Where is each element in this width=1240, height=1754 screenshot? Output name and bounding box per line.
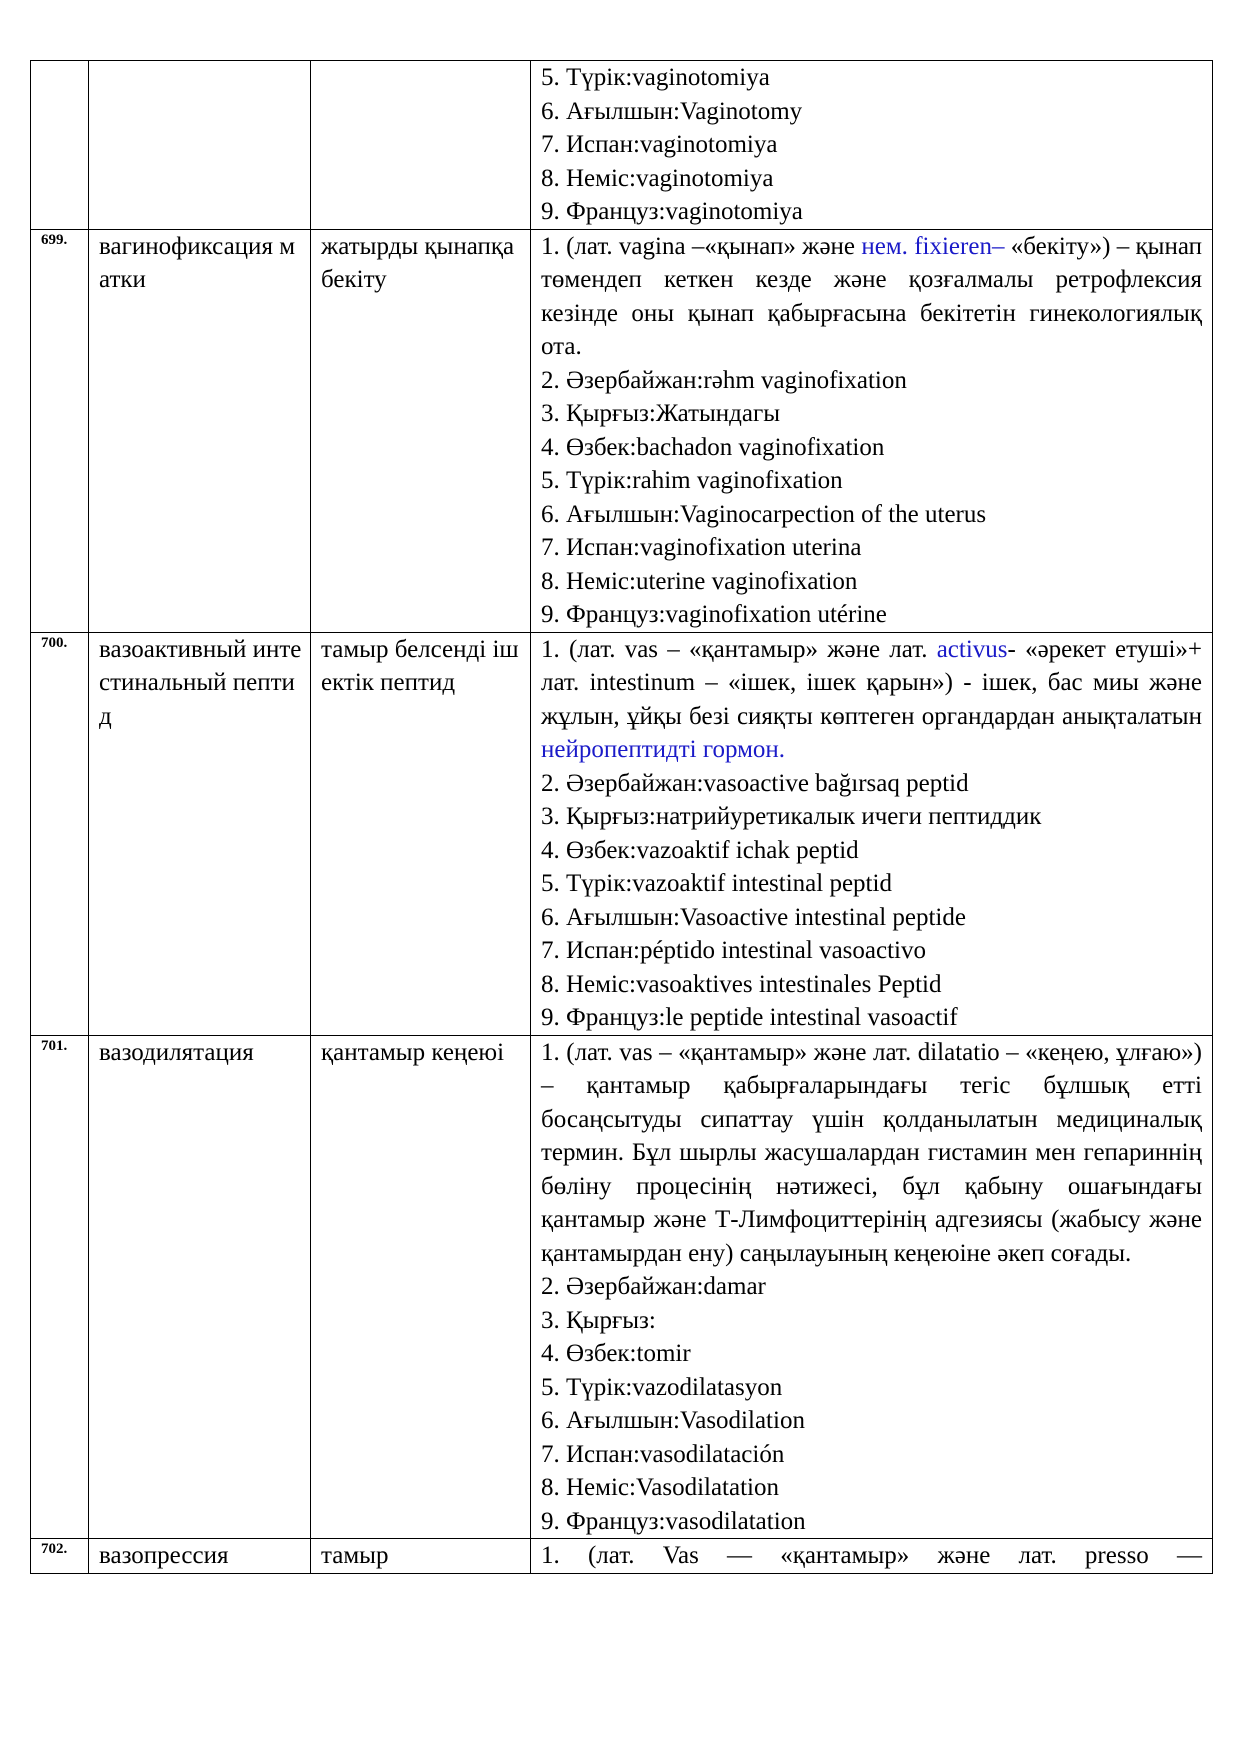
- definition-text: 1. (лат. vas – «қантамыр» және лат. dilatatio – «кеңею, ұлғаю») – қантамыр қабырғаларындағы тегіс бұлшық етті босаңсытуды сипаттау үшін қолданылатын медициналық термин. Бұл шырлы жасушалардан гистамин мен гепариннің бөліну процесінің нәтижесі, бұл қабыну ошағындағы қантамыр және Т-Лимфоциттерінің адгезиясы (жабысу және қантамырдан ену) саңылауының кеңеюіне әкеп соғады.: [541, 1038, 1202, 1267]
- translation-line: 8. Неміс:vaginotomiya: [541, 164, 774, 192]
- translation-line: 9. Француз:le peptide intestinal vasoactif: [541, 1004, 958, 1031]
- translation-line: 6. Ағылшын:Vasodilation: [541, 1407, 805, 1434]
- translation-line: 6. Ағылшын:Vaginotomy: [541, 97, 803, 125]
- translation-line: 9. Француз:vaginotomiya: [541, 198, 803, 225]
- translation-line: 5. Түрік:vazoaktif intestinal peptid: [541, 870, 892, 897]
- translation-line: 8. Неміс:vasoaktives intestinales Peptid: [541, 970, 942, 998]
- translation-line: 7. Испан:vasodilatación: [541, 1440, 785, 1468]
- dictionary-table: [30, 60, 1213, 1574]
- translation-line: 7. Испан:vaginotomiya: [541, 131, 778, 158]
- term-kazakh: қантамыр кеңеюі: [311, 1035, 531, 1539]
- translation-line: 6. Ағылшын:Vasoactive intestinal peptide: [541, 903, 966, 931]
- translation-line: 5. Түрік:rahim vaginofixation: [541, 467, 843, 494]
- definition-text: 1. (лат. Vas — «қантамыр» және лат. presso —: [541, 1542, 1202, 1569]
- translation-line: 5. Түрік:vazodilatasyon: [541, 1373, 783, 1401]
- definition-text: 1. (лат. vas – «қантамыр» және лат.: [541, 635, 937, 663]
- translation-line: 4. Өзбек:tomir: [541, 1340, 691, 1367]
- definition-cell: [531, 1539, 1213, 1574]
- definition-cell: [531, 229, 1213, 632]
- term-kazakh: [311, 61, 531, 230]
- term-russian: вазодилятация: [89, 1035, 311, 1539]
- definition-cell: [531, 632, 1213, 1035]
- term-kazakh: тамыр: [311, 1539, 531, 1574]
- entry-number: 699.: [31, 229, 89, 632]
- translation-line: 2. Әзербайжан:vasoactive bağırsaq peptid: [541, 769, 969, 797]
- translation-line: 7. Испан:vaginofixation uterina: [541, 534, 862, 561]
- definition-link-text: нейропептидті гормон.: [541, 736, 786, 763]
- definition-paragraph: [541, 230, 1202, 364]
- entry-number: 700.: [31, 632, 89, 1035]
- table-row: [31, 1035, 1213, 1539]
- translation-line: 9. Француз:vaginofixation utérine: [541, 601, 887, 628]
- definition-cell: [531, 1035, 1213, 1539]
- translation-line: 5. Түрік:vaginotomiya: [541, 64, 770, 91]
- translation-line: 2. Әзербайжан:damar: [541, 1273, 766, 1300]
- translation-line: 2. Әзербайжан:rəhm vaginofixation: [541, 366, 907, 394]
- table-row: [31, 61, 1213, 230]
- term-russian: вазоактивный интестинальный пептид: [89, 632, 311, 1035]
- translation-line: 4. Өзбек:bachadon vaginofixation: [541, 433, 885, 461]
- table-row: [31, 229, 1213, 632]
- definition-cell: [531, 61, 1213, 230]
- term-kazakh: жатырды қынапқа бекіту: [311, 229, 531, 632]
- definition-link-text: activus: [936, 635, 1008, 663]
- translation-line: 3. Қырғыз:Жатындагы: [541, 400, 781, 427]
- definition-paragraph: [541, 1539, 1202, 1573]
- translation-line: 8. Неміс:uterine vaginofixation: [541, 567, 858, 595]
- term-russian: [89, 61, 311, 230]
- table-row: [31, 1539, 1213, 1574]
- definition-text: - «әрекет етуші»+ лат. intestinum – «ішек, ішек қарын») - ішек, бас миы және жұлын, ұйқы безі сияқты көптеген органдардан анықталатын: [541, 635, 1202, 730]
- term-russian: вагинофиксация матки: [89, 229, 311, 632]
- entry-number: 701.: [31, 1035, 89, 1539]
- translation-line: 6. Ағылшын:Vaginocarpection of the uterus: [541, 500, 987, 528]
- entry-number: [31, 61, 89, 230]
- definition-text: «бекіту») – қынап төмендеп кеткен кезде және қозғалмалы ретрофлексия кезінде оны қынап қабырғасына бекітетін гинекологиялық ота.: [541, 232, 1203, 360]
- translation-line: 3. Қырғыз:натрийуретикалык ичеги пептиддик: [541, 803, 1042, 830]
- entry-number: 702.: [31, 1539, 89, 1574]
- translation-line: 8. Неміс:Vasodilatation: [541, 1474, 779, 1501]
- translation-line: 7. Испан:péptido intestinal vasoactivo: [541, 937, 926, 964]
- definition-text: 1. (лат. vagina –«қынап» және: [541, 232, 862, 260]
- definition-link-text: нем. fixieren–: [861, 232, 1005, 260]
- translation-line: 3. Қырғыз:: [541, 1306, 656, 1334]
- term-kazakh: тамыр белсенді ішектік пептид: [311, 632, 531, 1035]
- table-row: [31, 632, 1213, 1035]
- definition-paragraph: [541, 633, 1202, 767]
- translation-line: 4. Өзбек:vazoaktif ichak peptid: [541, 836, 859, 864]
- translation-line: 9. Француз:vasodilatation: [541, 1507, 806, 1535]
- term-russian: вазопрессия: [89, 1539, 311, 1574]
- definition-paragraph: [541, 1036, 1202, 1271]
